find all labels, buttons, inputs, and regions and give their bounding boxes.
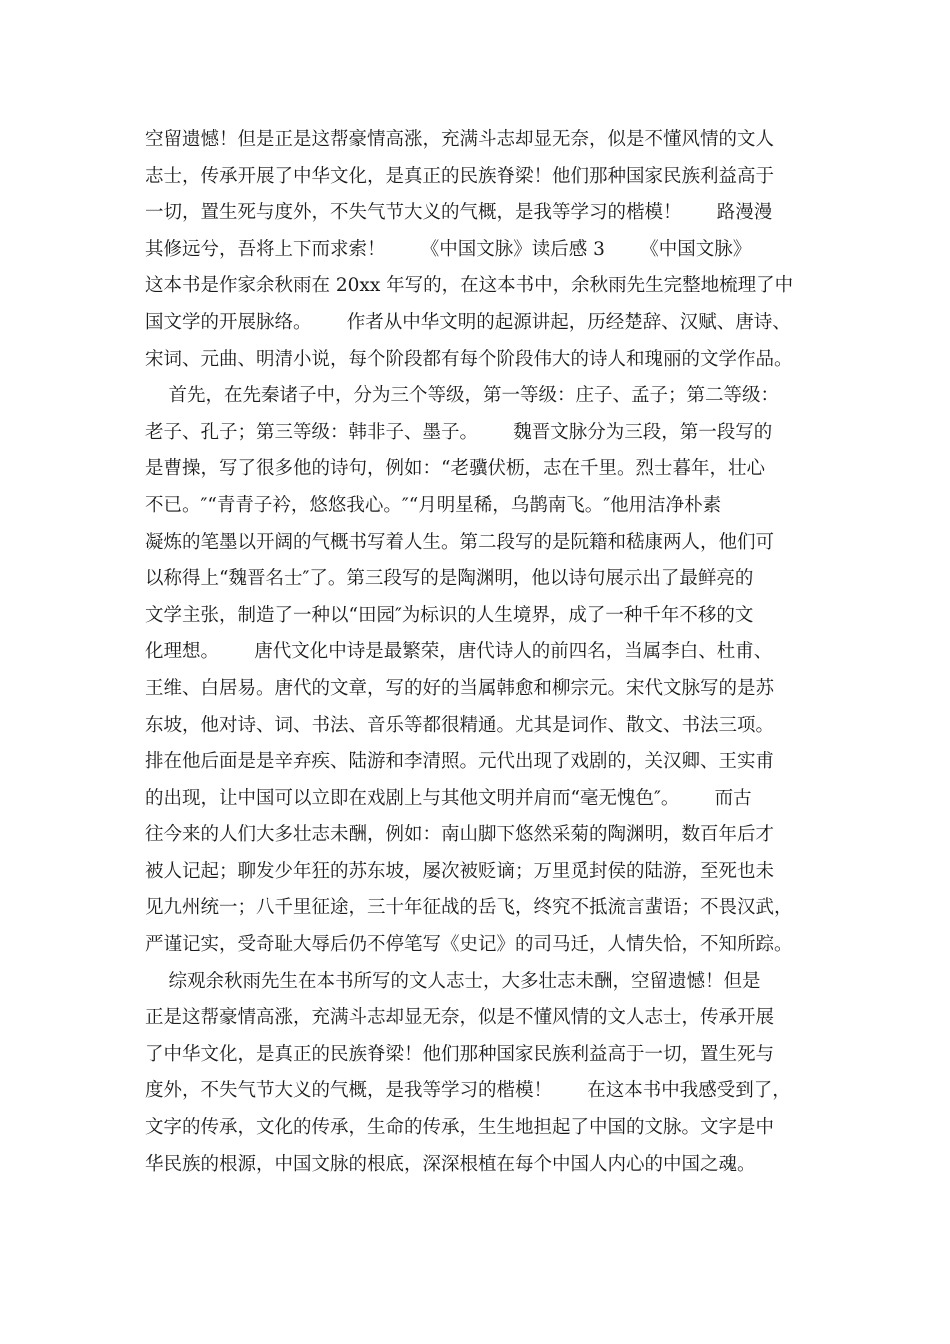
text-line: 排在他后面是是辛弃疾、陆游和李清照。元代出现了戏剧的，关汉卿、王实甫 [145, 751, 775, 773]
text-line: 这本书是作家余秋雨在 20xx 年写的，在这本书中，余秋雨先生完整地梳理了中 [145, 275, 794, 297]
text-line: 了中华文化，是真正的民族脊梁！他们那种国家民族利益高于一切，置生死与 [145, 1043, 775, 1065]
body-text [145, 122, 825, 1183]
text-line: 首先，在先秦诸子中，分为三个等级，第一等级：庄子、孟子；第二等级： [145, 385, 780, 407]
text-line: 是曹操，写了很多他的诗句，例如：“老骥伏枥，志在千里。烈士暮年，壮心 [145, 458, 765, 480]
text-line: 一切，置生死与度外，不失气节大义的气概，是我等学习的楷模！ 路漫漫 [145, 202, 773, 224]
text-line: 的出现，让中国可以立即在戏剧上与其他文明并肩而“毫无愧色″。 而古 [145, 787, 752, 809]
text-line: 正是这帮豪情高涨，充满斗志却显无奈，似是不懂风情的文人志士，传承开展 [145, 1007, 775, 1029]
text-line: 老子、孔子；第三等级：韩非子、墨子。 魏晋文脉分为三段，第一段写的 [145, 421, 773, 443]
text-line: 文学主张，制造了一种以“田园″为标识的人生境界，成了一种千年不移的文 [145, 604, 754, 626]
text-line: 空留遗憾！但是正是这帮豪情高涨，充满斗志却显无奈，似是不懂风情的文人 [145, 129, 775, 150]
text-line: 东坡，他对诗、词、书法、音乐等都很精通。尤其是词作、散文、书法三项。 [145, 714, 775, 736]
text-line: 华民族的根源，中国文脉的根底，深深根植在每个中国人内心的中国之魂。 [145, 1153, 756, 1175]
text-line: 严谨记实，受奇耻大辱后仍不停笔写《史记》的司马迁，人情失恰，不知所踪。 [145, 934, 793, 956]
text-line: 国文学的开展脉络。 作者从中华文明的起源讲起，历经楚辞、汉赋、唐诗、 [145, 311, 791, 333]
text-line: 不已。″“青青子衿，悠悠我心。″“月明星稀，乌鹊南飞。″他用洁净朴素 [145, 494, 722, 516]
text-line: 以称得上“魏晋名士″了。第三段写的是陶渊明，他以诗句展示出了最鲜亮的 [145, 568, 754, 590]
text-line: 其修远兮，吾将上下而求索！ 《中国文脉》读后感 3 《中国文脉》 [145, 238, 752, 260]
text-line: 综观余秋雨先生在本书所写的文人志士，大多壮志未酬，空留遗憾！但是 [145, 970, 761, 992]
text-line: 凝炼的笔墨以开阔的气概书写着人生。第二段写的是阮籍和嵇康两人，他们可 [145, 531, 775, 553]
text-line: 化理想。 唐代文化中诗是最繁荣，唐代诗人的前四名，当属李白、杜甫、 [145, 641, 773, 663]
text-line: 往今来的人们大多壮志未酬，例如：南山脚下悠然采菊的陶渊明，数百年后才 [145, 824, 775, 846]
text-line: 宋词、元曲、明清小说，每个阶段都有每个阶段伟大的诗人和瑰丽的文学作品。 [145, 348, 793, 370]
text-line: 被人记起；聊发少年狂的苏东坡，屡次被贬谪；万里觅封侯的陆游，至死也未 [145, 860, 775, 882]
text-line: 度外，不失气节大义的气概，是我等学习的楷模！ 在这本书中我感受到了， [145, 1080, 791, 1102]
text-line: 文字的传承，文化的传承，生命的传承，生生地担起了中国的文脉。文字是中 [145, 1117, 775, 1139]
text-line: 志士，传承开展了中华文化，是真正的民族脊梁！他们那种国家民族利益高于 [145, 165, 775, 187]
text-line: 王维、白居易。唐代的文章，写的好的当属韩愈和柳宗元。宋代文脉写的是苏 [145, 677, 775, 699]
text-line: 见九州统一；八千里征途，三十年征战的岳飞，终究不抵流言蜚语；不畏汉武， [145, 897, 793, 919]
